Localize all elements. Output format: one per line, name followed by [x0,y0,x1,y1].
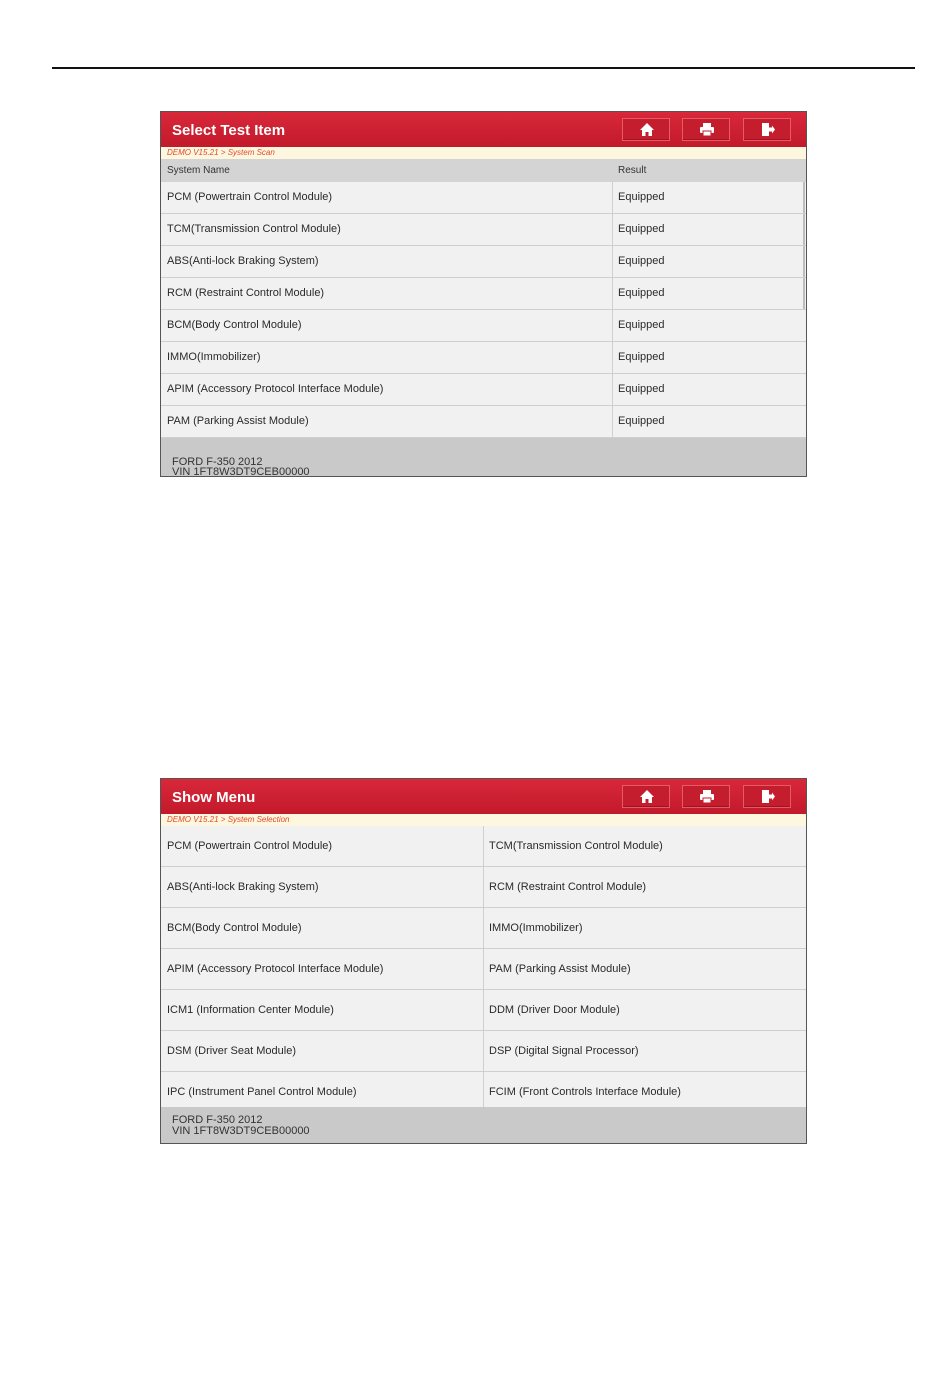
menu-item[interactable]: ICM1 (Information Center Module) [167,1004,334,1016]
system-result: Equipped [618,319,665,331]
system-result: Equipped [618,351,665,363]
system-table-body [161,182,806,438]
menu-item[interactable]: PCM (Powertrain Control Module) [167,840,333,852]
select-test-item-screen [160,111,807,477]
menu-item[interactable]: TCM(Transmission Control Module) [489,840,663,852]
system-name: PCM (Powertrain Control Module) [167,191,333,203]
system-name: TCM(Transmission Control Module) [167,223,341,235]
title-bar [161,779,806,814]
column-result: Result [618,165,647,176]
vehicle-info-footer [161,1107,806,1143]
vehicle-vin: VIN 1FT8W3DT9CEB00000 [172,1125,310,1137]
table-row[interactable] [161,182,806,214]
table-row[interactable] [161,214,806,246]
system-menu-grid [161,826,806,1113]
page-header-rule [52,67,915,69]
table-row[interactable] [161,374,806,406]
screen-title: Select Test Item [172,122,286,139]
system-name: RCM (Restraint Control Module) [167,287,325,299]
menu-item[interactable]: PAM (Parking Assist Module) [489,963,631,975]
show-menu-screen [160,778,807,1144]
exit-icon [760,789,776,804]
system-result: Equipped [618,415,665,427]
vehicle-info-footer [161,438,806,476]
column-system-name: System Name [167,165,230,176]
vehicle-vin: VIN 1FT8W3DT9CEB00000 [172,466,310,477]
menu-item[interactable]: FCIM (Front Controls Interface Module) [489,1086,681,1098]
system-result: Equipped [618,223,665,235]
system-name: IMMO(Immobilizer) [167,351,261,363]
system-name: APIM (Accessory Protocol Interface Module) [167,383,384,395]
menu-row [161,867,806,908]
system-result: Equipped [618,287,665,299]
table-row[interactable] [161,406,806,438]
home-button[interactable] [622,785,670,808]
breadcrumb: DEMO V15.21 > System Scan [161,147,806,159]
menu-item[interactable]: DSM (Driver Seat Module) [167,1045,296,1057]
menu-row [161,1031,806,1072]
home-icon [639,789,655,804]
menu-item[interactable]: DDM (Driver Door Module) [489,1004,620,1016]
table-row[interactable] [161,246,806,278]
menu-item[interactable]: DSP (Digital Signal Processor) [489,1045,639,1057]
menu-row [161,826,806,867]
menu-item[interactable]: ABS(Anti-lock Braking System) [167,881,319,893]
table-row[interactable] [161,278,806,310]
home-button[interactable] [622,118,670,141]
menu-item[interactable]: IPC (Instrument Panel Control Module) [167,1086,357,1098]
vehicle-model: FORD F-350 2012 [172,1114,263,1126]
system-name: PAM (Parking Assist Module) [167,415,309,427]
system-result: Equipped [618,191,665,203]
system-name: BCM(Body Control Module) [167,319,302,331]
menu-row [161,949,806,990]
screen-title: Show Menu [172,789,256,806]
breadcrumb: DEMO V15.21 > System Selection [161,814,806,826]
title-bar [161,112,806,147]
table-row[interactable] [161,310,806,342]
table-header [161,159,806,182]
exit-icon [760,122,776,137]
system-result: Equipped [618,255,665,267]
exit-button[interactable] [743,118,791,141]
home-icon [639,122,655,137]
menu-item[interactable]: RCM (Restraint Control Module) [489,881,647,893]
print-icon [699,122,715,137]
print-button[interactable] [682,785,730,808]
menu-item[interactable]: APIM (Accessory Protocol Interface Module) [167,963,384,975]
menu-item[interactable]: IMMO(Immobilizer) [489,922,583,934]
table-row[interactable] [161,342,806,374]
menu-row [161,908,806,949]
menu-item[interactable]: BCM(Body Control Module) [167,922,302,934]
menu-row [161,990,806,1031]
vehicle-model: FORD F-350 2012 [172,456,263,468]
print-button[interactable] [682,118,730,141]
system-result: Equipped [618,383,665,395]
print-icon [699,789,715,804]
exit-button[interactable] [743,785,791,808]
system-name: ABS(Anti-lock Braking System) [167,255,319,267]
